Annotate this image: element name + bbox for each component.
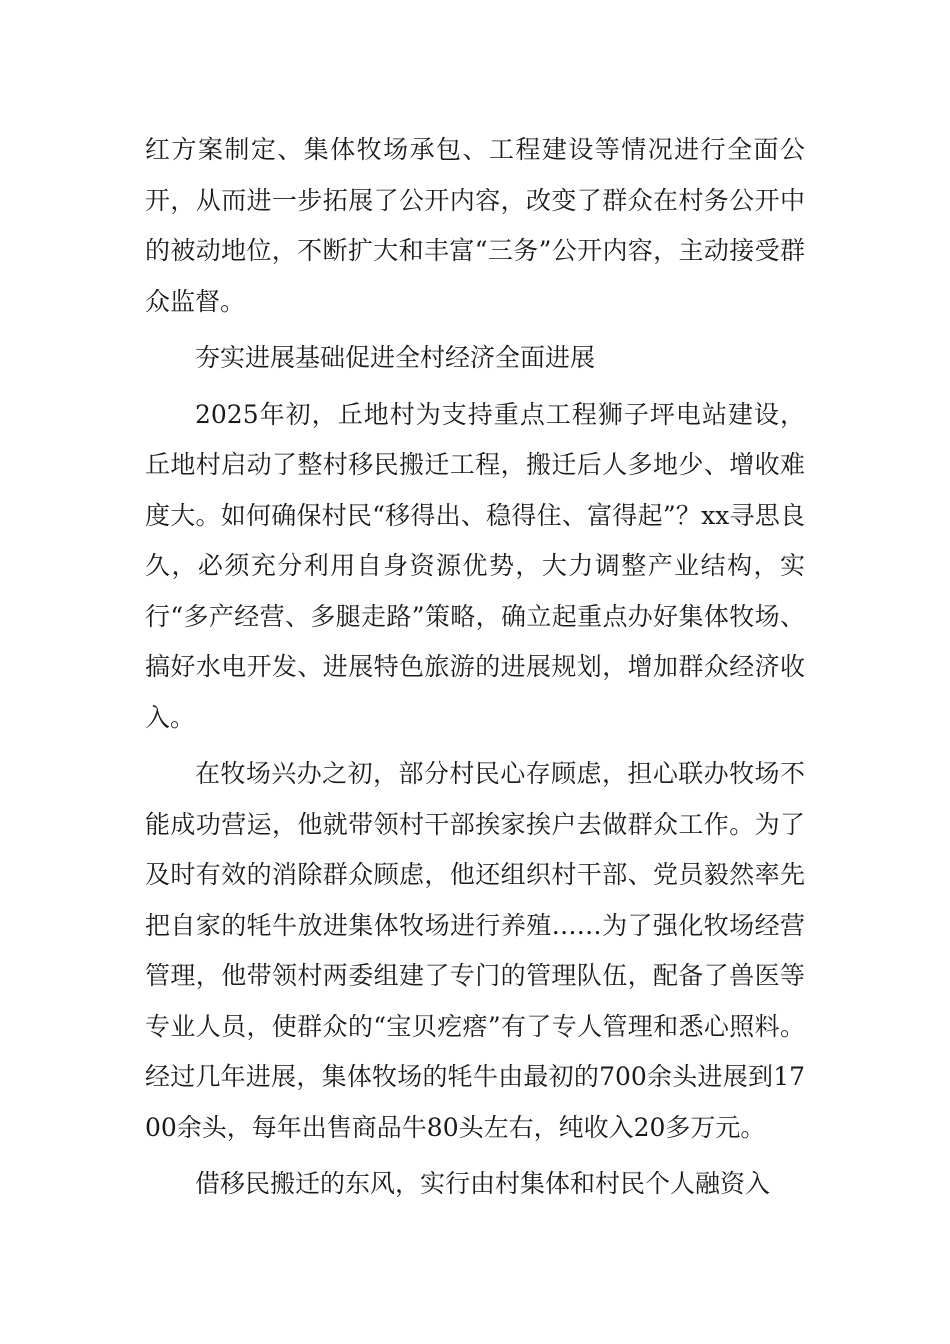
paragraph-financing: 借移民搬迁的东风，实行由村集体和村民个人融资入 <box>195 1169 771 1198</box>
paragraph-ranch: 在牧场兴办之初，部分村民心存顾虑，担心联办牧场不能成功营运，他就带领村干部挨家挨户去做群众工作。为了及时有效的消除群众顾虑，他还组织村干部、党员毅然率先把自家的牦牛放进集体牧场进行养殖……为了强化牧场经营管理，他带领村两委组建了专门的管理队伍，配备了兽医等专业人员，使群众的“宝贝疙瘩”有了专人管理和悉心照料。经过几年进展，集体牧场的牦牛由最初的700余头进展到1700余头，每年出售商品牛80头左右，纯收入20多万元。 <box>145 759 805 1142</box>
paragraph-relocation: 2025年初，丘地村为支持重点工程狮子坪电站建设，丘地村启动了整村移民搬迁工程，搬迁后人多地少、增收难度大。如何确保村民“移得出、稳得住、富得起”？xx寻思良久，必须充分利用自身资源优势，大力调整产业结构，实行“多产经营、多腿走路”策略，确立起重点办好集体牧场、搞好水电开发、进展特色旅游的进展规划，增加群众经济收入。 <box>145 399 805 732</box>
paragraph-continuation: 红方案制定、集体牧场承包、工程建设等情况进行全面公开，从而进一步拓展了公开内容，改变了群众在村务公开中的被动地位，不断扩大和丰富“三务”公开内容，主动接受群众监督。 <box>145 135 805 316</box>
section-heading: 夯实进展基础促进全村经济全面进展 <box>195 343 596 372</box>
